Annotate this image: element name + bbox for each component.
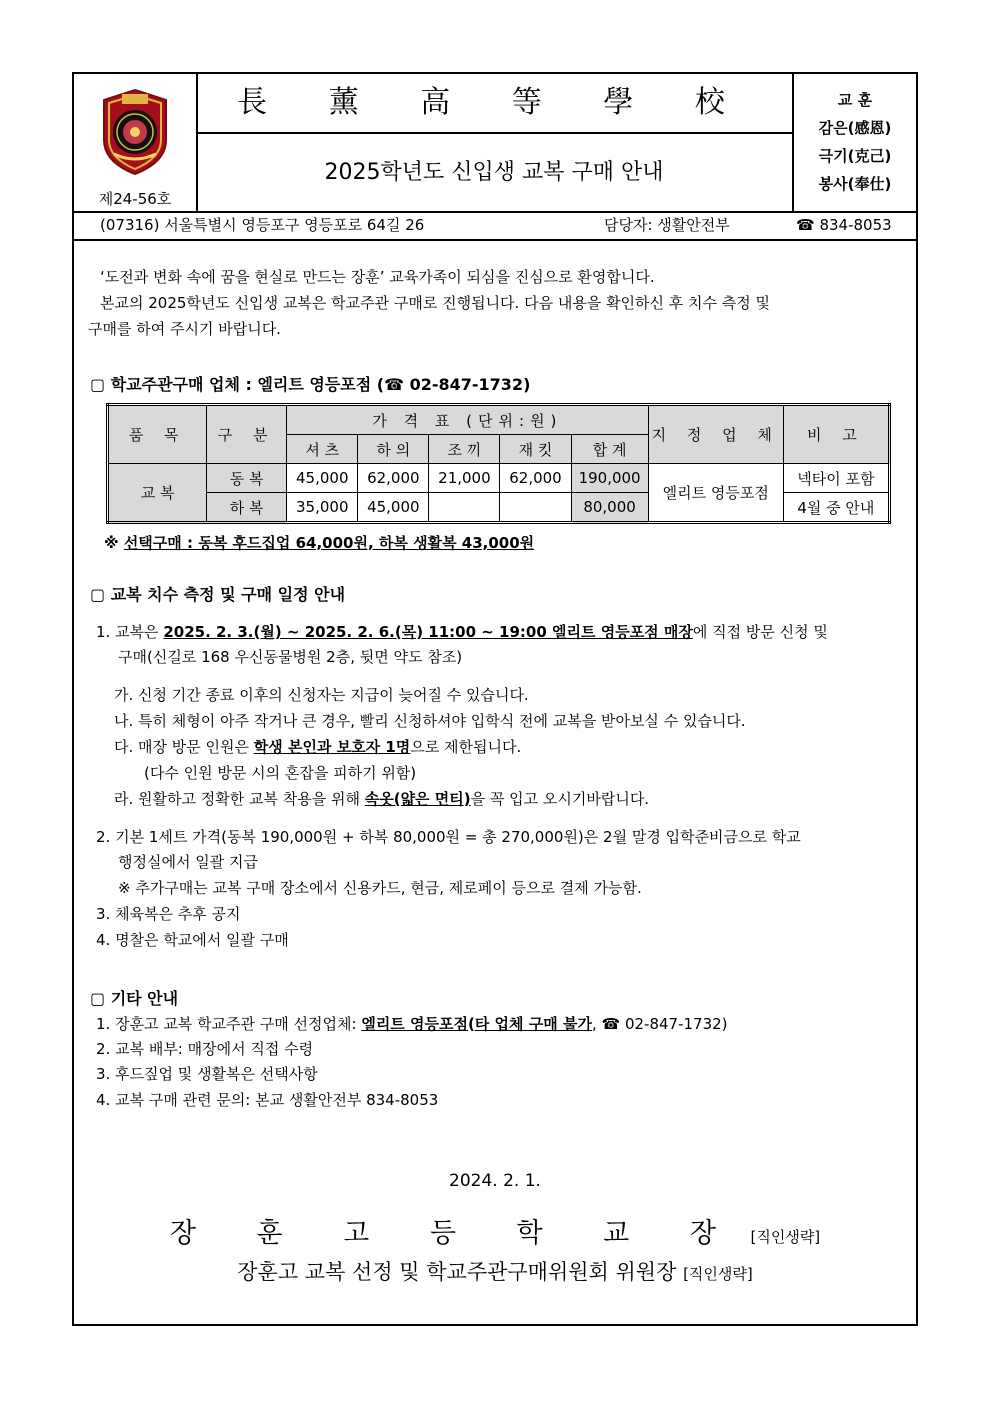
issue-date: 2024. 2. 1. — [449, 1171, 541, 1191]
section-schedule-title: ▢ 교복 치수 측정 및 구매 일정 안내 — [90, 585, 346, 604]
sub-item-ra — [114, 789, 649, 809]
price-table — [106, 403, 891, 524]
cell-pants: 45,000 — [358, 493, 429, 523]
notice-title: 2025학년도 신입생 교복 구매 안내 — [324, 160, 664, 185]
header-vendor: 지 정 업 체 — [648, 405, 783, 464]
cell-type: 동 복 — [207, 464, 287, 493]
visitor-limit: 학생 본인과 보호자 1명 — [253, 738, 411, 756]
letterhead — [74, 74, 916, 213]
committee-signature — [74, 1256, 916, 1286]
item-text: 1. 교복은 — [96, 623, 164, 641]
sub-item-ga: 가. 신청 기간 종료 이후의 신청자는 지급이 늦어질 수 있습니다. — [114, 686, 529, 704]
motto-item: 감은(感恩) — [818, 119, 892, 137]
schedule-item-4: 4. 명찰은 학교에서 일괄 구매 — [96, 931, 289, 949]
seal-omitted: [직인생략] — [683, 1265, 753, 1283]
cell-total: 190,000 — [571, 464, 648, 493]
logo-cell — [74, 74, 198, 211]
motto-item: 극기(克己) — [818, 147, 892, 165]
intro-line: 본교의 2025학년도 신입생 교복은 학교주관 구매로 진행됩니다. 다음 내용을 확인하신 후 치수 측정 및 — [100, 294, 771, 312]
item-text: 으로 제한됩니다. — [410, 738, 522, 756]
underwear-note: 속옷(얇은 면티) — [364, 790, 471, 808]
col-vest: 조 끼 — [429, 435, 500, 464]
title-cell — [196, 74, 794, 211]
cell-vest — [429, 493, 500, 523]
col-pants: 하 의 — [358, 435, 429, 464]
etc-item-1 — [96, 1014, 728, 1034]
cell-note: 4월 중 안내 — [783, 493, 889, 523]
item-text: 1. 장훈고 교복 학교주관 구매 선정업체: — [96, 1015, 362, 1033]
col-jacket: 재 킷 — [500, 435, 571, 464]
cell-pants: 62,000 — [358, 464, 429, 493]
item-text: 에 직접 방문 신청 및 — [692, 623, 828, 641]
vendor-name: 엘리트 영등포점 — [361, 1015, 468, 1033]
optional-purchase-note — [104, 533, 534, 553]
motto-title: 교 훈 — [837, 91, 873, 109]
item-text: 라. 원활하고 정확한 교복 착용을 위해 — [114, 790, 365, 808]
contact-department: 담당자: 생활안전부 — [604, 216, 730, 234]
contact-phone: ☎ 834-8053 — [796, 216, 892, 234]
optional-purchase-text: 선택구매 : 동복 후드집업 64,000원, 하복 생활복 43,000원 — [123, 534, 535, 552]
etc-item-2: 2. 교복 배부: 매장에서 직접 수령 — [96, 1040, 314, 1058]
motto-item: 봉사(奉仕) — [818, 175, 892, 193]
section-vendor-title: ▢ 학교주관구매 업체 : 엘리트 영등포점 (☎ 02-847-1732) — [90, 375, 531, 394]
item-text: 다. 매장 방문 인원은 — [114, 738, 254, 756]
etc-item-3: 3. 후드짚업 및 생활복은 선택사항 — [96, 1065, 318, 1083]
header-item: 품 목 — [108, 405, 207, 464]
item-text: 을 꼭 입고 오시기바랍니다. — [470, 790, 650, 808]
section-etc-title: ▢ 기타 안내 — [90, 989, 179, 1008]
col-total: 합 계 — [571, 435, 648, 464]
sub-item-da — [114, 737, 521, 757]
header-price: 가 격 표 (단위:원) — [287, 405, 648, 435]
table-row — [108, 464, 890, 493]
schedule-period: 2025. 2. 3.(월) ~ 2025. 2. 6.(목) 11:00 ~ 19:00 엘리트 영등포점 매장 — [163, 623, 693, 641]
etc-item-4: 4. 교복 구매 관련 문의: 본교 생활안전부 834-8053 — [96, 1091, 439, 1109]
cell-vendor: 엘리트 영등포점 — [648, 464, 783, 523]
cell-shirt: 45,000 — [287, 464, 358, 493]
sub-item-na: 나. 특히 체형이 아주 작거나 큰 경우, 빨리 신청하셔야 입학식 전에 교복을 받아보실 수 있습니다. — [114, 712, 746, 730]
header-note: 비 고 — [783, 405, 889, 464]
cell-item: 교 복 — [108, 464, 207, 523]
school-name: 長 薰 高 等 學 校 — [196, 74, 792, 134]
schedule-item-3: 3. 체육복은 추후 공지 — [96, 905, 241, 923]
cell-vest: 21,000 — [429, 464, 500, 493]
col-shirt: 셔 츠 — [287, 435, 358, 464]
schedule-item-2-line2: 행정실에서 일괄 지급 — [118, 853, 258, 871]
school-address: (07316) 서울특별시 영등포구 영등포로 64길 26 — [100, 216, 425, 234]
school-emblem-icon — [100, 88, 170, 176]
principal-signature — [74, 1211, 916, 1250]
address-bar — [74, 211, 916, 241]
item-text: ( — [467, 1015, 475, 1033]
intro-line: 구매를 하여 주시기 바랍니다. — [88, 320, 281, 338]
cell-note: 넥타이 포함 — [783, 464, 889, 493]
seal-omitted: [직인생략] — [750, 1228, 821, 1246]
schedule-item-1-line2: 구매(신길로 168 우신동물병원 2층, 뒷면 약도 참조) — [118, 648, 463, 666]
no-other-vendor: 타 업체 구매 불가 — [474, 1015, 592, 1033]
header-type: 구 분 — [207, 405, 287, 464]
note-mark: ※ — [104, 534, 124, 552]
sub-item-da-line2: (다수 인원 방문 시의 혼잡을 피하기 위함) — [144, 764, 417, 782]
cell-shirt: 35,000 — [287, 493, 358, 523]
item-text: , ☎ 02-847-1732) — [591, 1015, 728, 1033]
document-number: 제24-56호 — [98, 190, 172, 208]
notice-frame — [72, 72, 918, 1326]
cell-type: 하 복 — [207, 493, 287, 523]
intro-line: ‘도전과 변화 속에 꿈을 현실로 만드는 장훈’ 교육가족이 되심을 진심으로 환영합니다. — [100, 268, 655, 286]
cell-jacket — [500, 493, 571, 523]
committee-title: 장훈고 교복 선정 및 학교주관구매위원회 위원장 — [237, 1260, 677, 1284]
additional-purchase-note: ※ 추가구매는 교복 구매 장소에서 신용카드, 현금, 제로페이 등으로 결제 가능함. — [118, 879, 642, 897]
school-motto — [794, 86, 916, 198]
schedule-item-2: 2. 기본 1세트 가격(동복 190,000원 + 하복 80,000원 = 총 270,000원)은 2월 말경 입학준비금으로 학교 — [96, 828, 801, 846]
cell-jacket: 62,000 — [500, 464, 571, 493]
schedule-item-1 — [96, 622, 828, 642]
principal-title: 장 훈 고 등 학 교 장 — [169, 1218, 742, 1249]
cell-total: 80,000 — [571, 493, 648, 523]
